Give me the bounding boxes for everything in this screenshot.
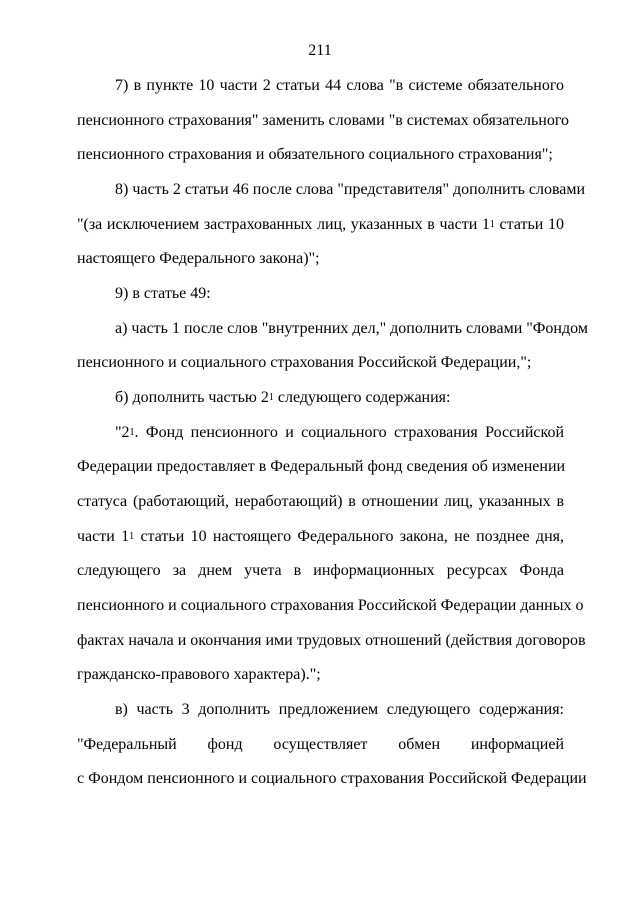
text-line-10-part-a: б) дополнить частью 2 [115,389,269,406]
text-line-11-part-a: "2 [115,424,130,441]
text-line-16: пенсионного и социального страхования Российской Федерации данных о [77,597,584,614]
superscript-4: 1 [129,531,135,542]
text-line-10 [115,389,564,407]
text-line-14 [77,528,564,546]
text-line-12: Федерации предоставляет в Федеральный фонд сведения об изменении [77,458,566,475]
text-line-15: следующего за днем учета в информационных ресурсах Фонда [77,562,564,579]
text-line-1: 7) в пункте 10 части 2 статьи 44 слова "в системе обязательного [115,77,564,94]
superscript-2: 1 [268,392,274,403]
text-line-3: пенсионного страхования и обязательного социального страхования"; [77,146,553,163]
text-line-6: настоящего Федерального закона)"; [77,250,320,267]
text-line-17: фактах начала и окончания ими трудовых отношений (действия договоров [77,632,586,649]
superscript-1: 1 [489,219,495,230]
text-line-11-part-b: . Фонд пенсионного и социального страхования Российской [134,424,564,441]
text-line-2: пенсионного страхования" заменить словами "в системах обязательного [77,112,569,129]
text-line-5-part-a: "(за исключением застрахованных лиц, указанных в части 1 [77,216,490,233]
text-line-21: с Фондом пенсионного и социального страхования Российской Федерации [77,770,587,787]
text-line-20: "Федеральный фонд осуществляет обмен информацией [77,736,564,753]
text-line-8: а) часть 1 после слов "внутренних дел," дополнить словами "Фондом [115,320,588,337]
text-line-5-part-b: статьи 10 [494,216,565,233]
page-number: 211 [308,42,332,59]
text-line-11 [115,424,564,442]
text-line-7: 9) в статье 49: [115,285,211,302]
text-line-18: гражданско-правового характера)."; [77,666,321,683]
text-line-14-part-b: статьи 10 настоящего Федерального закона, не позднее дня, [134,528,564,545]
superscript-3: 1 [129,427,135,438]
text-line-14-part-a: части 1 [77,528,130,545]
text-line-5 [77,216,564,234]
text-line-10-part-b: следующего содержания: [273,389,451,406]
text-line-13: статуса (работающий, неработающий) в отношении лиц, указанных в [77,493,564,510]
text-line-9: пенсионного и социального страхования Российской Федерации,"; [77,354,532,371]
text-line-19: в) часть 3 дополнить предложением следующего содержания: [115,701,564,718]
text-line-4: 8) часть 2 статьи 46 после слова "представителя" дополнить словами [115,181,586,198]
